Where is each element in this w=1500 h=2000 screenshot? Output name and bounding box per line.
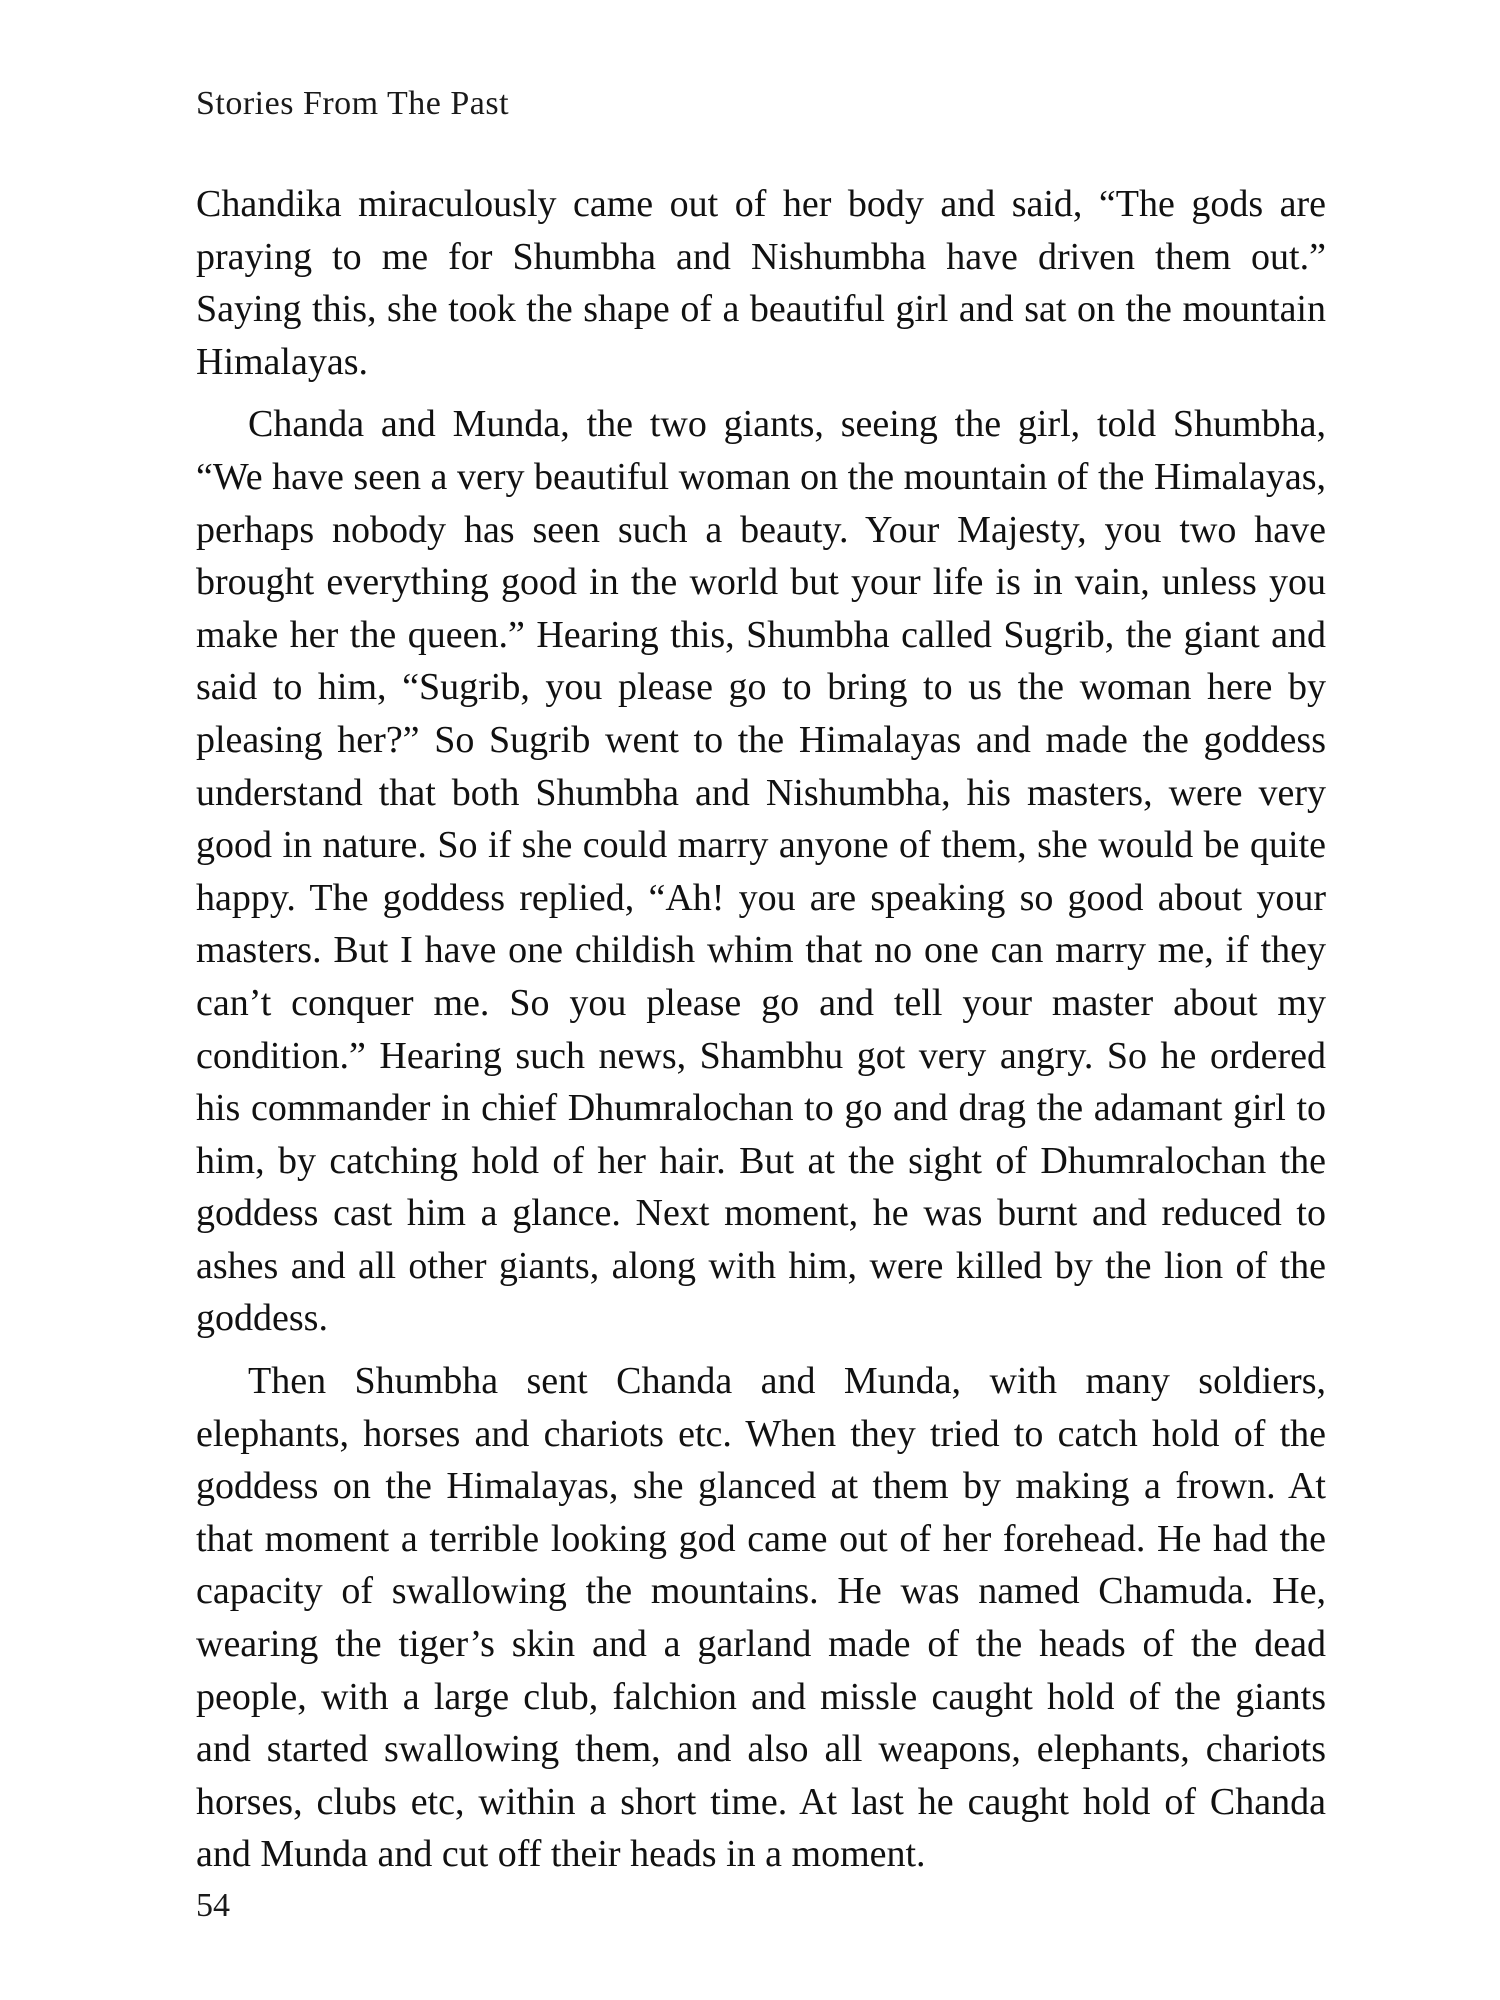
paragraph: Chandika miraculously came out of her body and said, “The gods are praying to me for Shumbha and Nishumbha have driven them out.” Saying this, she took the shape of a beautiful girl and sat on the mountain Himalayas.	[196, 183, 1326, 383]
body-text	[196, 178, 1326, 1881]
running-header: Stories From The Past	[196, 85, 510, 122]
page-number: 54	[196, 1887, 230, 1924]
paragraph: Then Shumbha sent Chanda and Munda, with many soldiers, elephants, horses and chariots etc. When they tried to catch hold of the goddess on the Himalayas, she glanced at them by making a frown. At that moment a terrible looking god came out of her forehead. He had the capacity of swallowing the mountains. He was named Chamuda. He, wearing the tiger’s skin and a garland made of the heads of the dead people, with a large club, falchion and missle caught hold of the giants and started swallowing them, and also all weapons, elephants, chariots horses, clubs etc, within a short time. At last he caught hold of Chanda and Munda and cut off their heads in a moment.	[196, 1360, 1326, 1876]
paragraph: Chanda and Munda, the two giants, seeing the girl, told Shumbha, “We have seen a very beautiful woman on the mountain of the Himalayas, perhaps nobody has seen such a beauty. Your Majesty, you two have brought everything good in the world but your life is in vain, unless you make her the queen.” Hearing this, Shumbha called Sugrib, the giant and said to him, “Sugrib, you please go to bring to us the woman here by pleasing her?” So Sugrib went to the Himalayas and made the goddess understand that both Shumbha and Nishumbha, his masters, were very good in nature. So if she could marry anyone of them, she would be quite happy. The goddess replied, “Ah! you are speaking so good about your masters. But I have one childish whim that no one can marry me, if they can’t conquer me. So you please go and tell your master about my condition.” Hearing such news, Shambhu got very angry. So he ordered his commander in chief Dhumralochan to go and drag the adamant girl to him, by catching hold of her hair. But at the sight of Dhumralochan the goddess cast him a glance. Next moment, he was burnt and reduced to ashes and all other giants, along with him, were killed by the lion of the goddess.	[196, 403, 1326, 1340]
